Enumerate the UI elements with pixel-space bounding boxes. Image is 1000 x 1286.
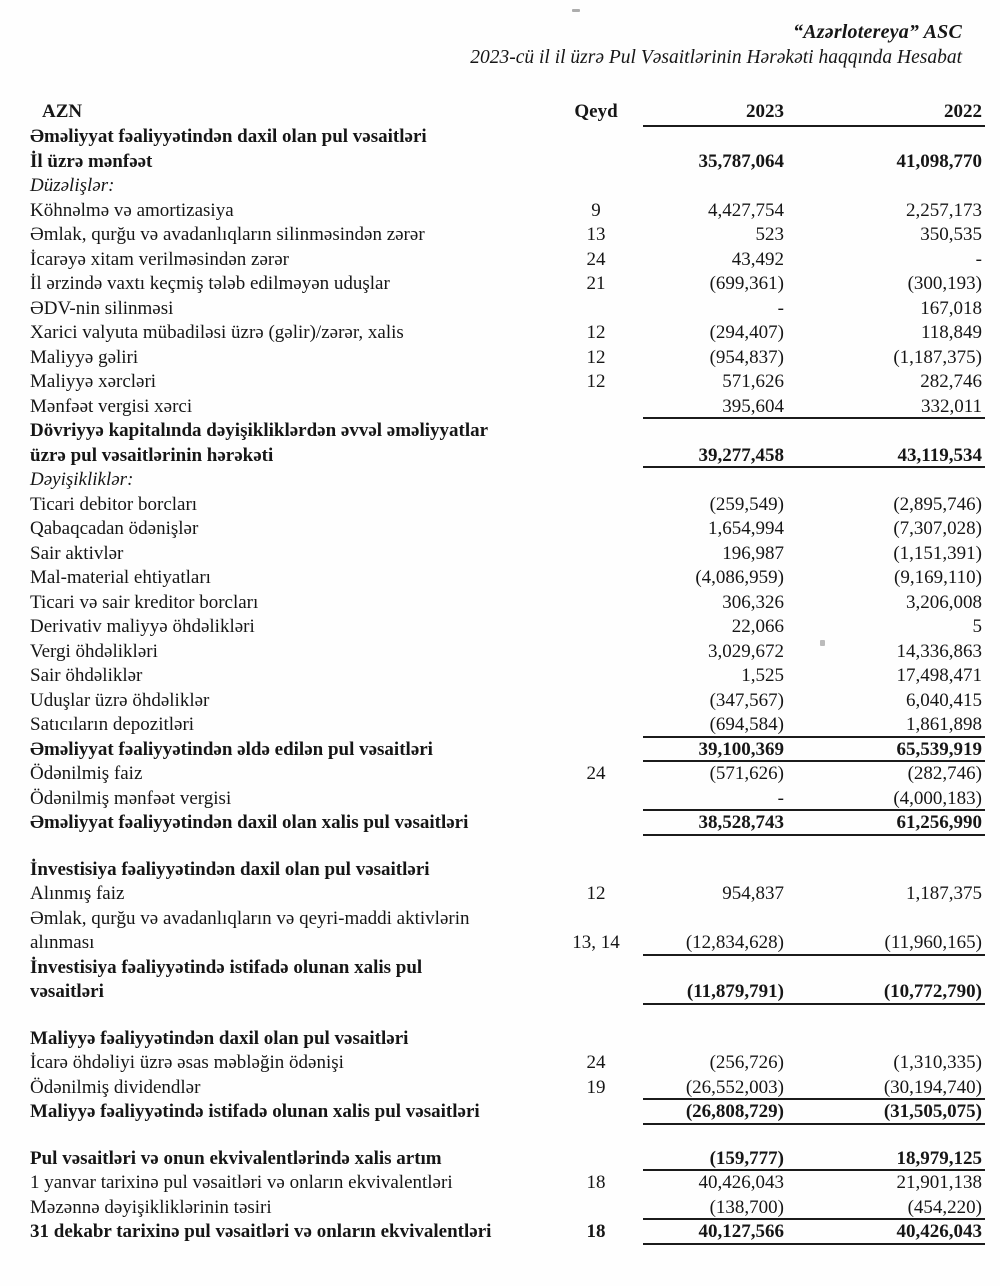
row-value-2022: (1,310,335) [893,1052,982,1073]
table-row [0,762,1000,787]
table-row [0,468,1000,493]
row-label: Vergi öhdəlikləri [30,640,158,662]
row-value-2022: (10,772,790) [883,981,982,1002]
table-row [0,346,1000,371]
table-row [0,321,1000,346]
row-label: Əməliyyat fəaliyyətindən daxil olan xalis pul vəsaitləri [30,812,469,833]
table-row [0,248,1000,273]
row-value-2022: (300,193) [907,273,982,294]
row-value-2023: 39,100,369 [698,738,784,760]
row-note: 12 [586,322,606,343]
column-header-note: Qeyd [574,101,618,122]
table-row [0,125,1000,150]
row-value-2023: (694,584) [709,714,784,735]
table-row [0,907,1000,932]
table-row [0,811,1000,836]
row-value-2023: (347,567) [709,689,784,711]
row-label: İnvestisiya fəaliyyətindən daxil olan pul vəsaitləri [30,858,430,880]
row-label: Uduşlar üzrə öhdəliklər [30,689,210,711]
row-label: Köhnəlmə və amortizasiya [30,199,234,221]
row-note [560,615,632,640]
scan-artifact [572,9,580,12]
table-row [0,542,1000,567]
row-value-2022: 6,040,415 [906,689,982,711]
table-row [0,272,1000,297]
row-value-2023: 954,837 [722,883,784,904]
row-value-2023: 40,426,043 [698,1172,784,1193]
row-note [560,1196,632,1221]
row-note: 12 [586,883,606,904]
row-note [560,468,632,493]
column-header-currency: AZN [42,101,83,122]
row-label: Əmlak, qurğu və avadanlıqların silinməsindən zərər [30,224,425,245]
row-label: alınması [30,932,95,953]
row-value-2022: 40,426,043 [896,1221,982,1242]
row-value-2022: 167,018 [920,297,982,319]
row-value-2023: (4,086,959) [695,567,784,588]
row-value-2022 [784,419,982,444]
row-value-2022 [784,1027,982,1052]
row-label: İl ərzində vaxtı keçmiş tələb edilməyən uduşlar [30,273,390,294]
row-label: İl üzrə mənfəət [30,150,153,172]
row-note: 9 [591,199,601,221]
row-value-2022: 282,746 [920,371,982,392]
row-note: 21 [586,273,606,294]
row-value-2023 [632,858,784,883]
cash-flow-table [0,98,1000,1245]
row-label: 1 yanvar tarixinə pul vəsaitləri və onların ekvivalentləri [30,1172,453,1193]
row-label: İnvestisiya fəaliyyətində istifadə olunan xalis pul [30,956,423,978]
row-value-2022: 61,256,990 [896,812,982,833]
subtotal-rule [643,1243,985,1245]
table-row [0,419,1000,444]
row-note [560,591,632,616]
row-value-2022: 2,257,173 [906,199,982,221]
row-note: 24 [586,1052,606,1073]
row-value-2023: 1,654,994 [708,518,784,539]
row-value-2023: 22,066 [731,616,784,637]
row-value-2023 [632,956,784,981]
row-value-2023: 395,604 [722,395,784,417]
row-note [560,517,632,542]
column-header-2023: 2023 [746,101,784,122]
table-row [0,615,1000,640]
row-note [560,444,632,469]
row-value-2022: (9,169,110) [894,567,982,588]
row-value-2023: 196,987 [722,542,784,564]
table-row [0,566,1000,591]
row-value-2022: 21,901,138 [896,1172,982,1193]
row-note [560,858,632,883]
row-value-2023: 38,528,743 [698,812,784,833]
table-row [0,931,1000,956]
row-value-2023: 571,626 [722,371,784,392]
row-note [560,664,632,689]
row-label: Məzənnə dəyişikliklərinin təsiri [30,1196,272,1218]
row-label: Mal-material ehtiyatları [30,567,211,588]
row-note [560,738,632,763]
row-label: Satıcıların depozitləri [30,714,195,735]
table-row [0,1196,1000,1221]
row-note [560,980,632,1005]
row-value-2022: (7,307,028) [893,518,982,539]
row-value-2022: 65,539,919 [896,738,982,760]
row-value-2023: - [777,297,784,319]
row-note [560,150,632,175]
row-value-2022: (1,151,391) [893,542,982,564]
row-note [560,1100,632,1125]
table-row [0,640,1000,665]
row-note: 24 [586,248,606,270]
row-value-2022 [784,858,982,883]
row-value-2022 [784,174,982,199]
row-value-2022: 332,011 [920,395,982,417]
row-label: Maliyyə gəliri [30,346,139,368]
row-value-2023 [632,1027,784,1052]
section-gap [0,1005,1000,1027]
row-note [560,907,632,932]
row-note [560,566,632,591]
row-value-2022: 18,979,125 [896,1147,982,1169]
table-row [0,444,1000,469]
section-gap [0,1125,1000,1147]
table-row [0,1100,1000,1125]
row-value-2023: (11,879,791) [686,981,784,1002]
row-label: İcarə öhdəliyi üzrə əsas məbləğin ödənişi [30,1052,344,1073]
row-note [560,787,632,812]
row-value-2022: (454,220) [907,1196,982,1218]
row-label: üzrə pul vəsaitlərinin hərəkəti [30,444,274,466]
table-row [0,787,1000,812]
row-label: Dövriyyə kapitalında dəyişikliklərdən əvvəl əməliyyatlar [30,420,489,441]
row-value-2023: (294,407) [709,322,784,343]
row-note [560,640,632,665]
row-value-2023: (138,700) [709,1196,784,1218]
row-note [560,542,632,567]
table-row [0,1220,1000,1245]
row-value-2023: (12,834,628) [685,932,784,953]
table-row [0,1171,1000,1196]
row-value-2022: (31,505,075) [883,1101,982,1122]
row-value-2022 [784,125,982,150]
row-value-2023: (256,726) [709,1052,784,1073]
row-value-2022: 17,498,471 [896,665,982,686]
row-note [560,395,632,420]
table-body [0,125,1000,1245]
row-value-2023: (26,552,003) [685,1076,784,1098]
row-label: Əməliyyat fəaliyyətindən daxil olan pul vəsaitləri [30,126,427,147]
table-row [0,689,1000,714]
row-note [560,493,632,518]
row-note [560,174,632,199]
row-value-2022: 118,849 [920,322,982,343]
row-value-2023: (571,626) [709,763,784,784]
row-label: Sair öhdəliklər [30,665,143,686]
row-value-2023 [632,125,784,150]
row-value-2022: (11,960,165) [884,932,982,953]
table-row [0,1076,1000,1101]
row-note [560,689,632,714]
row-value-2022: (30,194,740) [883,1076,982,1098]
report-title: 2023-cü il il üzrə Pul Vəsaitlərinin Hərəkəti haqqında Hesabat [470,47,962,68]
row-value-2023: 306,326 [722,591,784,613]
table-row [0,980,1000,1005]
row-value-2022: (2,895,746) [893,493,982,515]
row-note [560,811,632,836]
row-label: Ödənilmiş mənfəət vergisi [30,787,232,809]
row-note [560,713,632,738]
row-value-2022: 1,861,898 [906,714,982,735]
row-note: 13, 14 [572,932,620,953]
row-note: 24 [586,763,606,784]
row-label: Mənfəət vergisi xərci [30,395,193,417]
row-value-2022: 5 [972,616,982,637]
row-note: 12 [586,371,606,392]
table-row [0,882,1000,907]
row-value-2023 [632,419,784,444]
document-header [0,0,1000,70]
row-value-2022: (4,000,183) [893,787,982,809]
row-value-2023 [632,174,784,199]
row-note [560,297,632,322]
row-label: İcarəyə xitam verilməsindən zərər [30,248,289,270]
row-value-2022 [784,956,982,981]
row-value-2022: (1,187,375) [893,346,982,368]
row-label: Derivativ maliyyə öhdəlikləri [30,616,255,637]
row-value-2023: (159,777) [709,1147,784,1169]
row-note: 19 [586,1076,606,1098]
row-value-2022: 1,187,375 [906,883,982,904]
table-row [0,223,1000,248]
row-value-2023: - [777,787,784,809]
row-label: Ödənilmiş dividendlər [30,1076,201,1098]
table-row [0,199,1000,224]
table-row [0,1051,1000,1076]
row-value-2022: - [975,248,982,270]
row-value-2023: 1,525 [741,665,784,686]
table-row [0,370,1000,395]
subtotal-rule [643,1123,985,1125]
section-gap [0,836,1000,858]
row-value-2023: 43,492 [731,248,784,270]
row-note: 12 [586,346,606,368]
row-label: Maliyyə fəaliyyətindən daxil olan pul vəsaitləri [30,1027,409,1049]
table-row [0,517,1000,542]
row-value-2023: 3,029,672 [708,640,784,662]
row-value-2022 [784,468,982,493]
row-label: Əməliyyat fəaliyyətindən əldə edilən pul vəsaitləri [30,738,433,760]
row-note [560,956,632,981]
row-value-2023 [632,907,784,932]
row-value-2023: 40,127,566 [698,1221,784,1242]
table-row [0,395,1000,420]
table-row [0,174,1000,199]
row-value-2022: 350,535 [920,224,982,245]
row-value-2023 [632,468,784,493]
company-name: “Azərlotereya” ASC [793,21,962,43]
table-row [0,1027,1000,1052]
row-value-2022: 14,336,863 [896,640,982,662]
row-value-2022: 41,098,770 [896,150,982,172]
row-note: 18 [586,1221,606,1242]
row-note [560,125,632,150]
row-value-2022: 3,206,008 [906,591,982,613]
table-row [0,738,1000,763]
row-value-2023: 4,427,754 [708,199,784,221]
row-label: Dəyişikliklər: [30,469,134,490]
row-label: Ödənilmiş faiz [30,763,143,784]
row-label: Ticari debitor borcları [30,493,198,515]
row-label: Düzəlişlər: [30,175,115,196]
row-label: Ticari və sair kreditor borcları [30,591,259,613]
row-label: 31 dekabr tarixinə pul vəsaitləri və onların ekvivalentləri [30,1221,492,1242]
column-header-row [0,98,1000,125]
row-note: 18 [586,1172,606,1193]
row-value-2023: (259,549) [709,493,784,515]
table-row [0,858,1000,883]
row-value-2023: (26,808,729) [685,1101,784,1122]
table-row [0,150,1000,175]
row-note [560,1027,632,1052]
row-value-2022: 43,119,534 [897,444,982,466]
table-row [0,493,1000,518]
column-header-2022: 2022 [944,101,982,122]
row-label: Sair aktivlər [30,542,124,564]
row-label: Xarici valyuta mübadiləsi üzrə (gəlir)/zərər, xalis [30,322,404,343]
row-label: Əmlak, qurğu və avadanlıqların və qeyri-maddi aktivlərin [30,907,470,929]
subtotal-rule [643,1003,985,1005]
row-label: Maliyyə xərcləri [30,371,157,392]
row-label: vəsaitləri [30,981,104,1002]
table-row [0,297,1000,322]
row-note [560,1147,632,1172]
row-value-2022 [784,907,982,932]
row-note [560,419,632,444]
row-value-2023: (954,837) [709,346,784,368]
row-label: Pul vəsaitləri və onun ekvivalentlərində xalis artım [30,1147,442,1169]
row-value-2022: (282,746) [907,763,982,784]
row-label: Maliyyə fəaliyyətində istifadə olunan xalis pul vəsaitləri [30,1101,480,1122]
row-note: 13 [586,224,606,245]
table-row [0,713,1000,738]
row-label: Qabaqcadan ödənişlər [30,518,199,539]
row-label: Alınmış faiz [30,883,125,904]
table-row [0,1147,1000,1172]
row-value-2023: (699,361) [709,273,784,294]
row-label: ƏDV-nin silinməsi [30,297,174,319]
subtotal-rule [643,834,985,836]
row-value-2023: 39,277,458 [698,444,784,466]
table-row [0,956,1000,981]
table-row [0,591,1000,616]
row-value-2023: 523 [755,224,784,245]
row-value-2023: 35,787,064 [698,150,784,172]
table-row [0,664,1000,689]
